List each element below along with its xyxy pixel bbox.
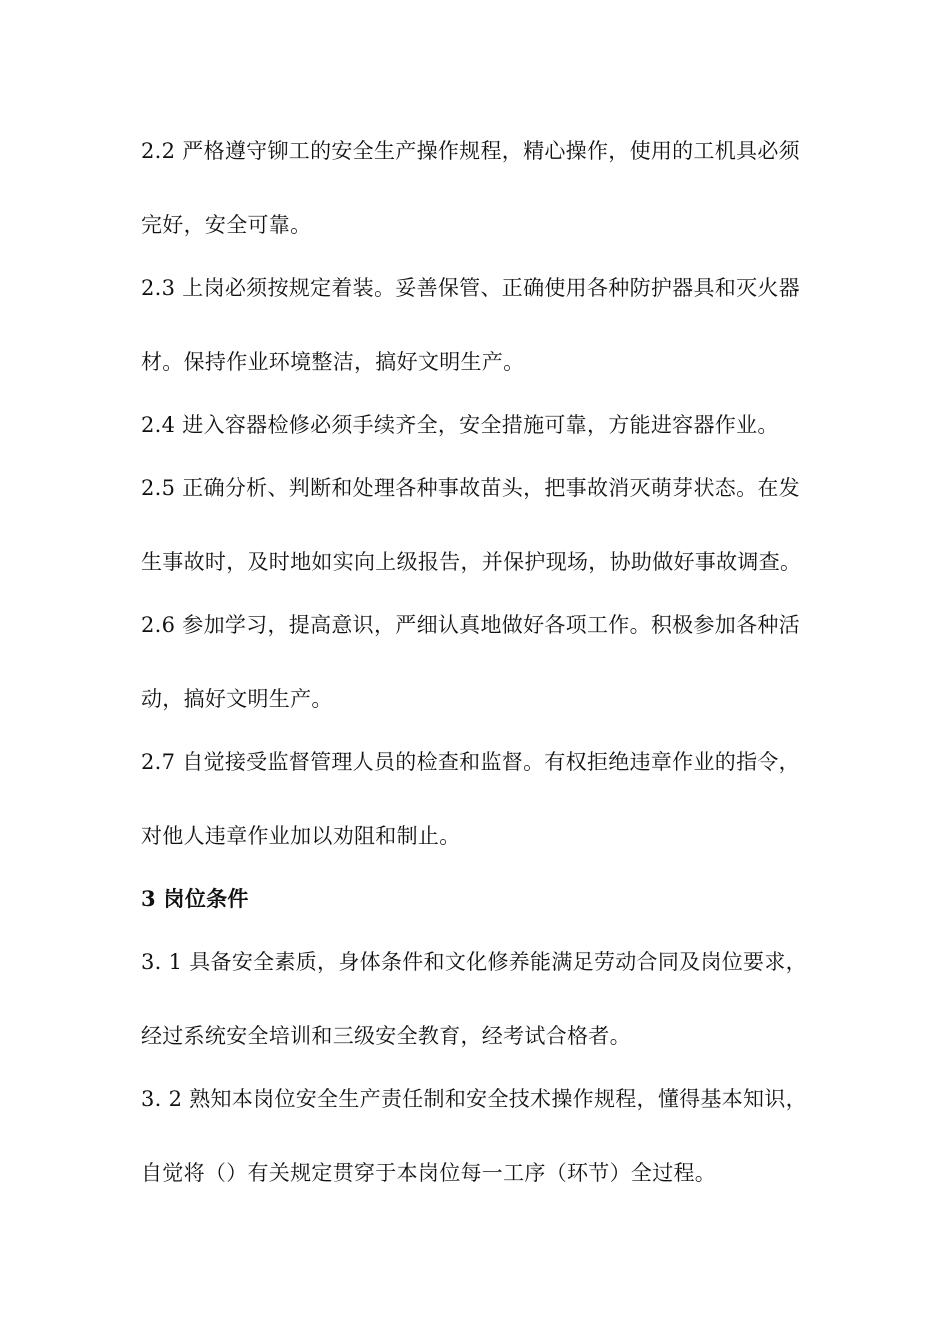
paragraph-2-3-line-2: 材。保持作业环境整洁，搞好文明生产。 [141,350,525,374]
paragraph-2-6-line-2: 动，搞好文明生产。 [141,687,333,711]
paragraph-2-7-line-2: 对他人违章作业加以劝阻和制止。 [141,824,461,848]
paragraph-2-2-line-1: 2.2 严格遵守铆工的安全生产操作规程，精心操作，使用的工机具必须 [141,139,800,163]
paragraph-2-5-line-2: 生事故时，及时地如实向上级报告，并保护现场，协助做好事故调查。 [141,550,802,574]
section-heading-3: 3 岗位条件 [141,886,249,911]
paragraph-3-1-line-1: 3. 1 具备安全素质，身体条件和文化修养能满足劳动合同及岗位要求， [141,950,807,974]
paragraph-3-1-line-2: 经过系统安全培训和三级安全教育，经考试合格者。 [141,1024,631,1048]
paragraph-2-3-line-1: 2.3 上岗必须按规定着装。妥善保管、正确使用各种防护器具和灭火器 [141,276,800,300]
paragraph-3-2-line-1: 3. 2 熟知本岗位安全生产责任制和安全技术操作规程，懂得基本知识， [141,1087,807,1111]
paragraph-3-2-line-2: 自觉将（）有关规定贯穿于本岗位每一工序（环节）全过程。 [141,1161,717,1185]
paragraph-2-2-line-2: 完好，安全可靠。 [141,213,312,237]
paragraph-2-4: 2.4 进入容器检修必须手续齐全，安全措施可靠，方能进容器作业。 [141,413,779,437]
paragraph-2-7-line-1: 2.7 自觉接受监督管理人员的检查和监督。有权拒绝违章作业的指令， [141,750,800,774]
paragraph-2-6-line-1: 2.6 参加学习，提高意识，严细认真地做好各项工作。积极参加各种活 [141,613,800,637]
paragraph-2-5-line-1: 2.5 正确分析、判断和处理各种事故苗头，把事故消灭萌芽状态。在发 [141,476,800,500]
